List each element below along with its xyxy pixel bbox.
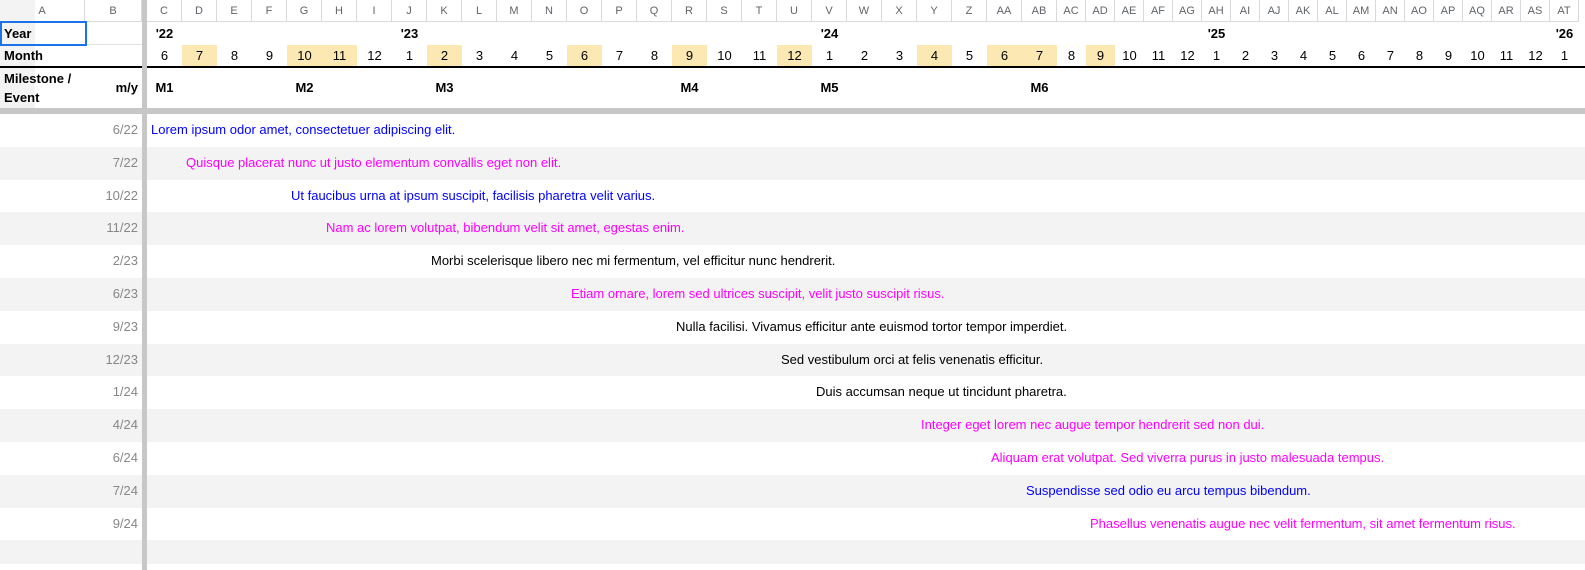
month-cell-AE[interactable]: 10 xyxy=(1122,48,1137,63)
my-header-text: m/y xyxy=(115,80,138,95)
column-header-X[interactable]: X xyxy=(882,0,917,22)
milestone-M1[interactable]: M1 xyxy=(155,80,174,95)
column-header-A[interactable]: A xyxy=(0,0,85,22)
month-cell-I[interactable]: 12 xyxy=(367,48,382,63)
event-text[interactable]: Lorem ipsum odor amet, consectetuer adipiscing elit. xyxy=(151,122,456,137)
column-header-AN[interactable]: AN xyxy=(1376,0,1405,22)
column-header-T[interactable]: T xyxy=(742,0,777,22)
event-text[interactable]: Morbi scelerisque libero nec mi fermentum, vel efficitur nunc hendrerit. xyxy=(431,253,836,269)
column-header-U[interactable]: U xyxy=(777,0,812,22)
month-cell-AC[interactable]: 8 xyxy=(1067,48,1076,63)
month-cell-S[interactable]: 10 xyxy=(717,48,732,63)
month-cell-W[interactable]: 2 xyxy=(860,48,869,63)
column-header-M[interactable]: M xyxy=(497,0,532,22)
column-header-AS[interactable]: AS xyxy=(1521,0,1550,22)
year-cell-AH[interactable]: '25 xyxy=(1207,26,1226,41)
year-cell-AT[interactable]: '26 xyxy=(1555,26,1574,41)
column-header-K[interactable]: K xyxy=(427,0,462,22)
event-row xyxy=(0,180,1585,213)
column-header-E[interactable]: E xyxy=(217,0,252,22)
event-date[interactable]: 12/23 xyxy=(105,351,138,367)
month-cell-L[interactable]: 3 xyxy=(475,48,484,63)
month-cell-C[interactable]: 6 xyxy=(160,48,169,63)
event-text[interactable]: Etiam ornare, lorem sed ultrices suscipit, velit justo suscipit risus. xyxy=(571,286,945,301)
column-header-Q[interactable]: Q xyxy=(637,0,672,22)
column-header-P[interactable]: P xyxy=(602,0,637,22)
event-date[interactable]: 9/24 xyxy=(112,515,138,531)
event-date[interactable]: 6/23 xyxy=(112,286,138,301)
column-header-O[interactable]: O xyxy=(567,0,602,22)
month-cell-Q[interactable]: 8 xyxy=(650,48,659,63)
column-header-AF[interactable]: AF xyxy=(1144,0,1173,22)
milestone-M5[interactable]: M5 xyxy=(820,80,839,95)
column-header-Z[interactable]: Z xyxy=(952,0,987,22)
column-header-I[interactable]: I xyxy=(357,0,392,22)
event-text[interactable]: Nam ac lorem volutpat, bibendum velit sit amet, egestas enim. xyxy=(326,220,685,236)
month-cell-AT[interactable]: 1 xyxy=(1560,48,1569,63)
month-cell-AI[interactable]: 2 xyxy=(1241,48,1250,63)
month-cell-F[interactable]: 9 xyxy=(265,48,274,63)
empty-row xyxy=(0,540,1585,564)
column-header-C[interactable]: C xyxy=(147,0,182,22)
month-cell-T[interactable]: 11 xyxy=(752,48,767,63)
event-date[interactable]: 4/24 xyxy=(112,417,138,433)
milestone-row-label-text: Milestone / Event xyxy=(4,71,72,105)
event-date[interactable]: 6/22 xyxy=(112,122,138,137)
year-cell-V[interactable]: '24 xyxy=(820,26,839,41)
column-header-AB[interactable]: AB xyxy=(1022,0,1057,22)
column-header-AK[interactable]: AK xyxy=(1289,0,1318,22)
year-row-label-text: Year xyxy=(4,26,32,41)
event-text[interactable]: Phasellus venenatis augue nec velit fermentum, sit amet fermentum risus. xyxy=(1090,515,1516,531)
month-cell-H[interactable]: 11 xyxy=(322,45,357,66)
month-row-label[interactable] xyxy=(0,45,142,66)
month-cell-AR[interactable]: 11 xyxy=(1499,48,1514,63)
column-header-Y[interactable]: Y xyxy=(917,0,952,22)
month-cell-AD[interactable]: 9 xyxy=(1086,45,1115,66)
month-cell-AK[interactable]: 4 xyxy=(1299,48,1308,63)
column-header-F[interactable]: F xyxy=(252,0,287,22)
column-header-N[interactable]: N xyxy=(532,0,567,22)
column-header-AE[interactable]: AE xyxy=(1115,0,1144,22)
column-header-W[interactable]: W xyxy=(847,0,882,22)
month-cell-Z[interactable]: 5 xyxy=(965,48,974,63)
month-cell-AL[interactable]: 5 xyxy=(1328,48,1337,63)
month-cell-R[interactable]: 9 xyxy=(672,45,707,66)
column-header-AL[interactable]: AL xyxy=(1318,0,1347,22)
column-header-AI[interactable]: AI xyxy=(1231,0,1260,22)
event-text[interactable]: Suspendisse sed odio eu arcu tempus bibendum. xyxy=(1026,482,1311,498)
month-cell-V[interactable]: 1 xyxy=(825,48,834,63)
column-header-B[interactable]: B xyxy=(85,0,142,22)
month-cell-E[interactable]: 8 xyxy=(230,48,239,63)
event-row xyxy=(0,212,1585,245)
frozen-columns-divider[interactable] xyxy=(142,0,147,570)
month-cell-Y[interactable]: 4 xyxy=(917,45,952,66)
month-cell-AJ[interactable]: 3 xyxy=(1270,48,1279,63)
month-cell-P[interactable]: 7 xyxy=(615,48,624,63)
column-header-L[interactable]: L xyxy=(462,0,497,22)
event-date[interactable]: 10/22 xyxy=(105,187,138,203)
column-header-AT[interactable]: AT xyxy=(1550,0,1579,22)
month-cell-AG[interactable]: 12 xyxy=(1180,48,1195,63)
event-text[interactable]: Aliquam erat volutpat. Sed viverra purus in justo malesuada tempus. xyxy=(991,450,1385,465)
event-text[interactable]: Nulla facilisi. Vivamus efficitur ante euismod tortor tempor imperdiet. xyxy=(676,318,1068,334)
month-cell-M[interactable]: 4 xyxy=(510,48,519,63)
column-header-AR[interactable]: AR xyxy=(1492,0,1521,22)
column-header-AQ[interactable]: AQ xyxy=(1463,0,1492,22)
month-cell-U[interactable]: 12 xyxy=(777,45,812,66)
milestone-M6[interactable]: M6 xyxy=(1030,80,1049,95)
month-cell-AB[interactable]: 7 xyxy=(1022,45,1057,66)
month-cell-AF[interactable]: 11 xyxy=(1151,48,1166,63)
column-header-D[interactable]: D xyxy=(182,0,217,22)
month-cell-K[interactable]: 2 xyxy=(427,45,462,66)
frozen-rows-divider[interactable] xyxy=(0,108,1585,114)
month-cell-AQ[interactable]: 10 xyxy=(1470,48,1485,63)
column-header-H[interactable]: H xyxy=(322,0,357,22)
column-header-S[interactable]: S xyxy=(707,0,742,22)
month-cell-N[interactable]: 5 xyxy=(545,48,554,63)
month-row-bottom-border xyxy=(0,66,1585,68)
month-cell-AA[interactable]: 6 xyxy=(987,45,1022,66)
month-cell-AO[interactable]: 8 xyxy=(1415,48,1424,63)
event-row xyxy=(0,409,1585,442)
month-cell-AN[interactable]: 7 xyxy=(1386,48,1395,63)
event-text[interactable]: Sed vestibulum orci at felis venenatis efficitur. xyxy=(781,351,1044,367)
month-cell-D[interactable]: 7 xyxy=(182,45,217,66)
column-header-G[interactable]: G xyxy=(287,0,322,22)
milestone-M3[interactable]: M3 xyxy=(435,80,454,95)
month-cell-G[interactable]: 10 xyxy=(287,45,322,66)
month-cell-X[interactable]: 3 xyxy=(895,48,904,63)
year-cell-J[interactable]: '23 xyxy=(400,26,419,41)
event-date[interactable]: 11/22 xyxy=(106,220,138,236)
event-text[interactable]: Duis accumsan neque ut tincidunt pharetra. xyxy=(816,384,1067,400)
column-header-AH[interactable]: AH xyxy=(1202,0,1231,22)
event-text[interactable]: Ut faucibus urna at ipsum suscipit, facilisis pharetra velit varius. xyxy=(291,187,656,203)
month-row-label-text: Month xyxy=(4,48,43,63)
column-header-V[interactable]: V xyxy=(812,0,847,22)
column-header-AM[interactable]: AM xyxy=(1347,0,1376,22)
month-cell-O[interactable]: 6 xyxy=(567,45,602,66)
column-header-AG[interactable]: AG xyxy=(1173,0,1202,22)
event-row xyxy=(0,376,1585,409)
column-header-AC[interactable]: AC xyxy=(1057,0,1086,22)
milestone-M2[interactable]: M2 xyxy=(295,80,314,95)
year-cell-C[interactable]: '22 xyxy=(155,26,174,41)
month-cell-AS[interactable]: 12 xyxy=(1528,48,1543,63)
my-header-cell[interactable] xyxy=(0,68,138,108)
month-cell-AH[interactable]: 1 xyxy=(1212,48,1221,63)
event-date[interactable]: 7/24 xyxy=(112,482,138,498)
month-cell-AM[interactable]: 6 xyxy=(1357,48,1366,63)
selected-cell-outline[interactable] xyxy=(0,21,87,46)
event-text[interactable]: Integer eget lorem nec augue tempor hendrerit sed non dui. xyxy=(921,417,1265,433)
event-date[interactable]: 1/24 xyxy=(112,384,138,400)
event-text[interactable]: Quisque placerat nunc ut justo elementum convallis eget non elit. xyxy=(186,154,562,170)
column-header-AO[interactable]: AO xyxy=(1405,0,1434,22)
month-cell-J[interactable]: 1 xyxy=(405,48,414,63)
column-header-AA[interactable]: AA xyxy=(987,0,1022,22)
milestone-M4[interactable]: M4 xyxy=(680,80,699,95)
column-header-R[interactable]: R xyxy=(672,0,707,22)
event-date[interactable]: 7/22 xyxy=(112,154,138,170)
event-row xyxy=(0,475,1585,508)
column-header-AD[interactable]: AD xyxy=(1086,0,1115,22)
column-header-J[interactable]: J xyxy=(392,0,427,22)
month-cell-AP[interactable]: 9 xyxy=(1444,48,1453,63)
event-date[interactable]: 6/24 xyxy=(112,450,138,465)
event-date[interactable]: 2/23 xyxy=(112,253,138,269)
event-date[interactable]: 9/23 xyxy=(112,318,138,334)
column-header-AJ[interactable]: AJ xyxy=(1260,0,1289,22)
column-header-AP[interactable]: AP xyxy=(1434,0,1463,22)
